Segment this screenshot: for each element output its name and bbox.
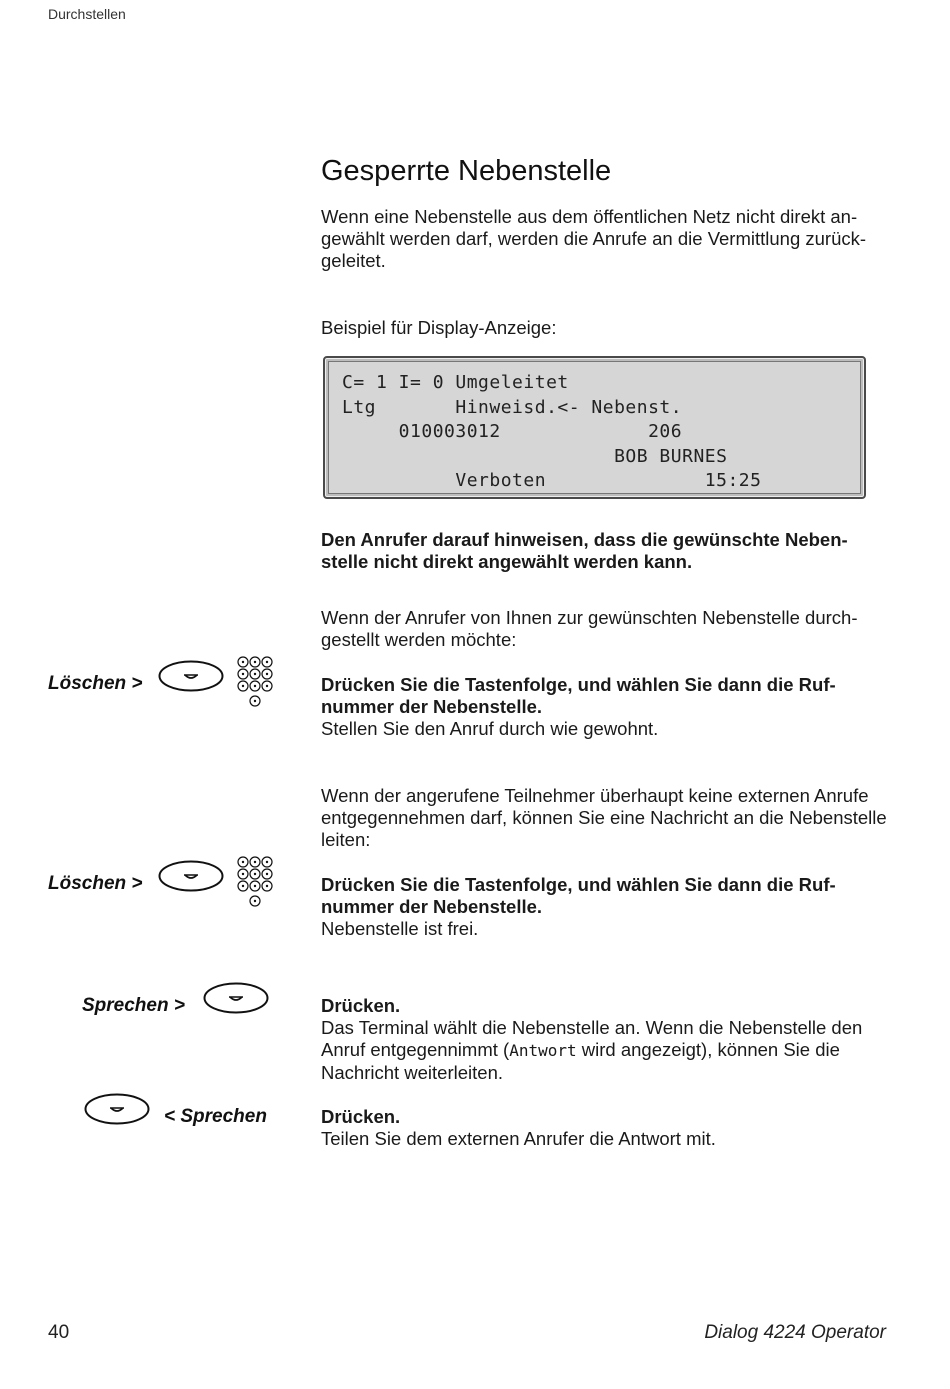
display-line: C= 1 I= 0 Umgeleitet	[342, 372, 569, 393]
keypad-icon	[236, 656, 276, 708]
softkey-loeschen-label: Löschen >	[48, 673, 143, 694]
action-line: Drücken Sie die Tastenfolge, und wählen Sie dann die Ruf-	[321, 874, 836, 895]
softkey-sprechen-back-label: < Sprechen	[164, 1106, 267, 1127]
condition-line: leiten:	[321, 829, 371, 850]
condition-line: entgegennehmen darf, können Sie eine Nachricht an die Nebenstelle	[321, 807, 887, 828]
intro-line: Wenn eine Nebenstelle aus dem öffentlichen Netz nicht direkt an-	[321, 206, 858, 227]
desc-text: wird angezeigt), können Sie die	[576, 1039, 840, 1060]
desc-line: Teilen Sie dem externen Anrufer die Antwort mit.	[321, 1128, 716, 1149]
result-line: Nebenstelle ist frei.	[321, 918, 479, 939]
case1-condition	[321, 607, 901, 651]
condition-line: gestellt werden möchte:	[321, 629, 517, 650]
intro-line: geleitet.	[321, 250, 386, 271]
action-line: Drücken.	[321, 995, 401, 1016]
instruction-line: Den Anrufer darauf hinweisen, dass die gewünschte Neben-	[321, 529, 848, 550]
case1-action	[321, 674, 901, 740]
softkey-loeschen-button[interactable]	[158, 860, 224, 892]
phone-display	[323, 356, 866, 499]
instruction-line: stelle nicht direkt angewählt werden kann.	[321, 551, 693, 572]
desc-line: Nachricht weiterleiten.	[321, 1062, 503, 1083]
condition-line: Wenn der angerufene Teilnehmer überhaupt keine externen Anrufe	[321, 785, 869, 806]
display-line: BOB BURNES	[342, 446, 728, 467]
softkey-sprechen-label: Sprechen >	[82, 995, 185, 1016]
page-title: Gesperrte Nebenstelle	[321, 155, 612, 187]
display-text-inline: Antwort	[509, 1041, 577, 1060]
speak-back-step	[321, 1106, 901, 1150]
softkey-sprechen-back-button[interactable]	[84, 1093, 150, 1125]
desc-text: Anruf entgegennimmt (	[321, 1039, 510, 1060]
softkey-sprechen-button[interactable]	[203, 982, 269, 1014]
keypad-icon	[236, 856, 276, 908]
softkey-loeschen-label: Löschen >	[48, 873, 143, 894]
intro-line: gewählt werden darf, werden die Anrufe an die Vermittlung zurück-	[321, 228, 867, 249]
action-line: Drücken Sie die Tastenfolge, und wählen Sie dann die Ruf-	[321, 674, 836, 695]
instruction-bold	[321, 529, 901, 573]
display-screen	[328, 361, 861, 494]
speak-step	[321, 995, 901, 1084]
display-line: Verboten 15:25	[342, 470, 762, 491]
softkey-loeschen-button[interactable]	[158, 660, 224, 692]
action-line: Drücken.	[321, 1106, 401, 1127]
action-line: nummer der Nebenstelle.	[321, 696, 543, 717]
case2-action	[321, 874, 901, 940]
example-label: Beispiel für Display-Anzeige:	[321, 317, 557, 338]
action-line: nummer der Nebenstelle.	[321, 896, 543, 917]
case2-condition	[321, 785, 901, 851]
display-line: Ltg Hinweisd.<- Nebenst.	[342, 397, 683, 418]
desc-line	[321, 1039, 901, 1062]
product-name: Dialog 4224 Operator	[704, 1322, 886, 1343]
desc-line: Das Terminal wählt die Nebenstelle an. Wenn die Nebenstelle den	[321, 1017, 863, 1038]
display-line: 010003012 206	[342, 421, 683, 442]
page-number: 40	[48, 1322, 70, 1343]
condition-line: Wenn der Anrufer von Ihnen zur gewünschten Nebenstelle durch-	[321, 607, 858, 628]
intro-paragraph	[321, 206, 901, 272]
section-header: Durchstellen	[48, 6, 126, 22]
result-line: Stellen Sie den Anruf durch wie gewohnt.	[321, 718, 659, 739]
